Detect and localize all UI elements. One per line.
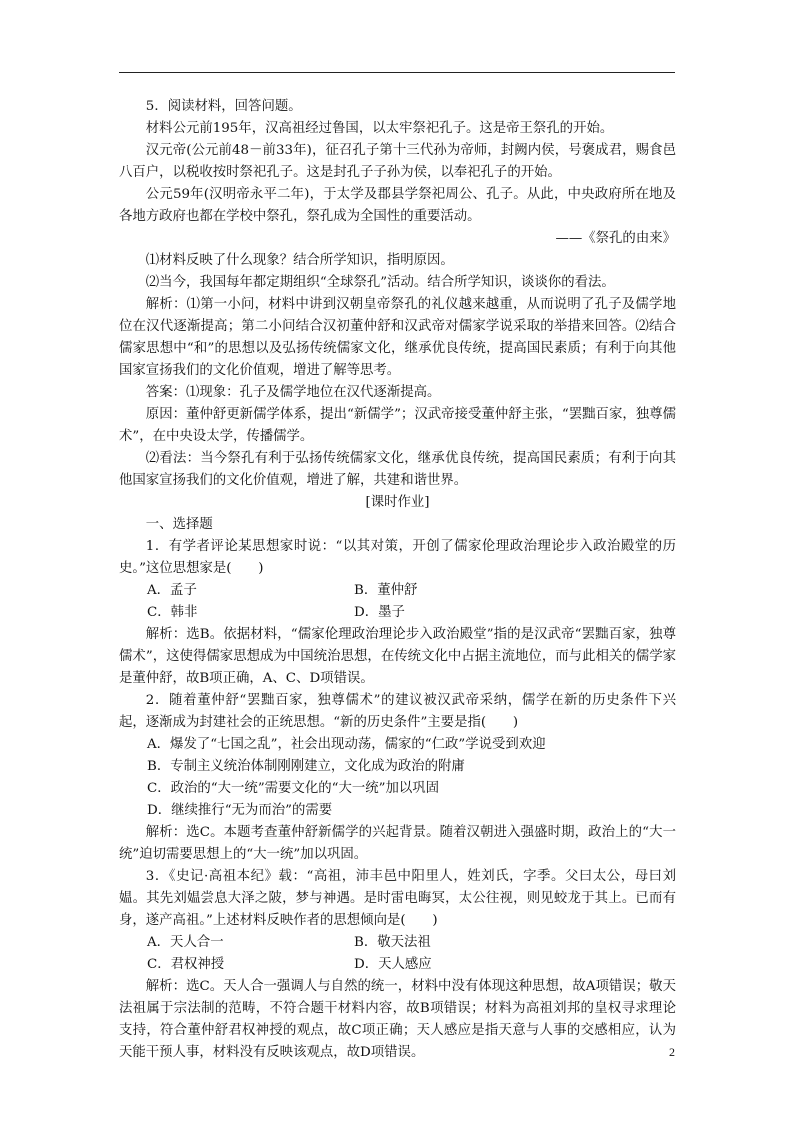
q5-answer-1: 答案：⑴现象：孔子及儒学地位在汉代逐渐提高。 [145,385,441,400]
q2-stem: 2．随着董仲舒“罢黜百家，独尊儒术”的建议被汉武帝采纳，儒学在新的历史条件下兴起，逐渐成为封建社会的正统思想。“新的历史条件”主要是指( ) [119,693,676,730]
q3-options [119,932,676,976]
q1-option-c: C．韩非 [147,605,198,620]
q5-material-3: 公元59年(汉明帝永平二年)，于太学及郡县学祭祀周公、孔子。从此，中央政府所在地及各地方政府也都在学校中祭孔，祭孔成为全国性的重要活动。 [119,187,676,224]
q2-option-a: A．爆发了“七国之乱”，社会出现动荡，儒家的“仁政”学说受到欢迎 [147,737,546,752]
q5-ask-1: ⑴材料反映了什么现象？结合所学知识，指明原因。 [145,253,454,268]
q1-analysis: 解析：选B。依据材料，“儒家伦理政治理论步入政治殿堂”指的是汉武帝“罢黜百家，独尊儒术”，这使得儒家思想成为中国统治思想，在传统文化中占据主流地位，而与此相关的儒学家是董仲舒，故B项正确，A、C、D项错误。 [119,627,676,686]
q2-option-b: B．专制主义统治体制刚刚建立，文化成为政治的附庸 [147,759,465,774]
q3-option-a: A．天人合一 [147,935,224,950]
page-number: 2 [669,1045,675,1059]
q1-option-a: A．孟子 [147,583,197,598]
q5-source: ——《祭孔的由来》 [555,231,676,246]
page-content [119,96,676,1064]
q5-ask-2: ⑵当今，我国每年都定期组织“全球祭孔”活动。结合所学知识，谈谈你的看法。 [145,275,615,290]
q5-answer-2: ⑵看法：当今祭孔有利于弘扬传统儒家文化，继承优良传统，提高国民素质；有利于向其他国家宣扬我们的文化价值观，增进了解，共建和谐世界。 [119,451,676,488]
header-rule [119,72,675,73]
q5-material-2: 汉元帝(公元前48－前33年)，征召孔子第十三代孙为帝师，封阙内侯，号褒成君，赐食邑八百户，以税收按时祭祀孔子。这是封孔子子孙为侯，以奉祀孔子的开始。 [119,143,676,180]
q3-option-b: B．敬天法祖 [354,935,431,950]
q2-option-c: C．政治的“大一统”需要文化的“大一统”加以巩固 [147,781,440,796]
q1-option-b: B．董仲舒 [354,583,418,598]
q2-option-d: D．继续推行“无为而治”的需要 [147,803,333,818]
section-title: [课时作业] [365,495,430,510]
q3-stem: 3．《史记·高祖本纪》载：“高祖，沛丰邑中阳里人，姓刘氏，字季。父曰太公，母曰刘媪。其先刘媪尝息大泽之陂，梦与神遇。是时雷电晦冥，太公往视，则见蛟龙于其上。已而有身，遂产高祖。”上述材料反映作者的思想倾向是( ) [119,869,676,928]
q1-stem: 1．有学者评论某思想家时说：“以其对策，开创了儒家伦理政治理论步入政治殿堂的历史。”这位思想家是( ) [119,539,676,576]
q3-analysis: 解析：选C。天人合一强调人与自然的统一，材料中没有体现这种思想，故A项错误；敬天法祖属于宗法制的范畴，不符合题干材料内容，故B项错误；材料为高祖刘邦的皇权寻求理论支持，符合董仲舒君权神授的观点，故C项正确；天人感应是指天意与人事的交感相应，认为天能干预人事，材料没有反映该观点，故D项错误。 [119,979,676,1060]
q5-analysis: 解析：⑴第一小问，材料中讲到汉朝皇帝祭孔的礼仪越来越重，从而说明了孔子及儒学地位在汉代逐渐提高；第二小问结合汉初董仲舒和汉武帝对儒家学说采取的举措来回答。⑵结合儒家思想中“和”的思想以及弘扬传统儒家文化，继承优良传统，提高国民素质；有利于向其他国家宣扬我们的文化价值观，增进了解等思考。 [119,297,676,378]
q5-title: 5．阅读材料，回答问题。 [145,99,302,114]
q5-material-1: 材料公元前195年，汉高祖经过鲁国，以太牢祭祀孔子。这是帝王祭孔的开始。 [145,121,614,136]
q1-options [119,580,676,624]
q2-options [119,734,676,822]
q1-option-d: D．墨子 [354,605,405,620]
q3-option-c: C．君权神授 [147,957,225,972]
q2-analysis: 解析：选C。本题考查董仲舒新儒学的兴起背景。随着汉朝进入强盛时期，政治上的“大一统”迫切需要思想上的“大一统”加以巩固。 [119,825,676,862]
q3-option-d: D．天人感应 [354,957,432,972]
q5-reason: 原因：董仲舒更新儒学体系，提出“新儒学”；汉武帝接受董仲舒主张，“罢黜百家，独尊儒术”，在中央设太学，传播儒学。 [119,407,676,444]
part-title: 一、选择题 [145,517,213,532]
